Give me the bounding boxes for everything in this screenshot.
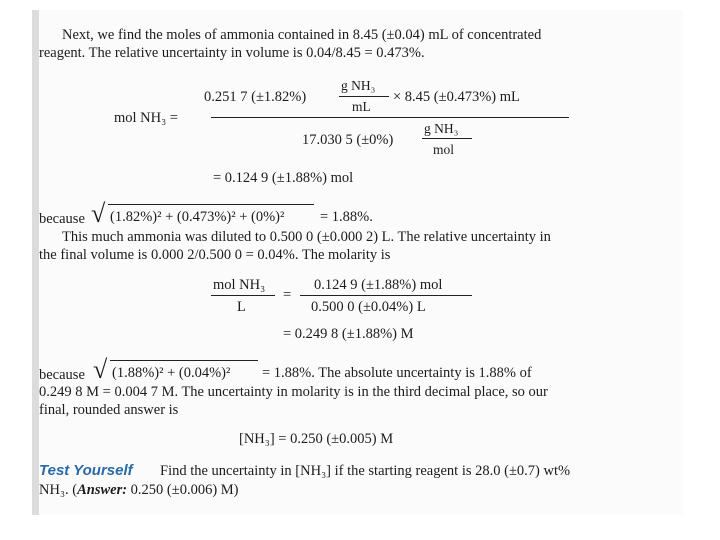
sqrt-overbar-2 xyxy=(110,360,258,361)
eq1-unit-gnh3-den: g NH₃ xyxy=(424,121,459,136)
because2-word: because xyxy=(39,367,85,383)
eq1-result: = 0.124 9 (±1.88%) mol xyxy=(213,170,354,186)
eq1-unit-gnh3: g NH₃ xyxy=(341,78,376,93)
sqrt-symbol-1: √ xyxy=(91,199,106,228)
eq1-lhs: mol NH₃ = xyxy=(114,110,178,126)
sqrt-symbol-2: √ xyxy=(93,355,108,384)
eq1-inner-fraction-bar xyxy=(339,96,389,97)
eq1-num-term1: 0.251 7 (±1.82%) xyxy=(204,89,307,105)
because2-line3: final, rounded answer is xyxy=(39,402,179,418)
eq1-main-fraction-bar xyxy=(211,117,569,118)
because1-radicand: (1.82%)² + (0.473%)² + (0%)² xyxy=(110,209,285,225)
test-yourself-label: Test Yourself xyxy=(39,462,133,479)
test-yourself-line1: Find the uncertainty in [NH₃] if the starting reagent is 28.0 (±0.7) wt% xyxy=(160,463,571,479)
eq1-unit-ml: mL xyxy=(352,99,371,114)
eq2-rhs-den: 0.500 0 (±0.04%) L xyxy=(311,299,426,315)
eq2-rhs-fraction-bar xyxy=(300,295,472,296)
eq2-lhs-fraction-bar xyxy=(211,295,275,296)
because2-line2: 0.249 8 M = 0.004 7 M. The uncertainty in molarity is in the third decimal place, so our xyxy=(39,384,548,400)
eq2-lhs-den: L xyxy=(237,299,246,315)
because2-radicand: (1.88%)² + (0.04%)² xyxy=(112,365,231,381)
answer-value: 0.250 (±0.006) M) xyxy=(127,482,239,498)
answer-label: Answer: xyxy=(77,482,128,498)
para1-line1: Next, we find the moles of ammonia contained in 8.45 (±0.04) mL of concentrated xyxy=(62,27,542,43)
because2-rest: = 1.88%. The absolute uncertainty is 1.88% of xyxy=(262,365,532,381)
eq1-unit-mol: mol xyxy=(433,142,455,157)
because1-word: because xyxy=(39,211,85,227)
para1-line2: reagent. The relative uncertainty in volume is 0.04/8.45 = 0.473%. xyxy=(39,45,425,61)
eq1-num-term2: × 8.45 (±0.473%) mL xyxy=(393,89,520,105)
eq1-den-fraction-bar xyxy=(422,138,472,139)
para2-line2: the final volume is 0.000 2/0.500 0 = 0.04%. The molarity is xyxy=(39,247,391,263)
eq2-result: = 0.249 8 (±1.88%) M xyxy=(283,326,414,342)
eq2-rhs-num: 0.124 9 (±1.88%) mol xyxy=(314,277,443,293)
eq2-equals: = xyxy=(283,287,292,303)
page-edge-shadow xyxy=(32,10,39,515)
test-yourself-line2 xyxy=(39,481,239,499)
because1-result: = 1.88%. xyxy=(320,209,373,225)
final-answer: [NH₃] = 0.250 (±0.005) M xyxy=(239,431,394,447)
para2-line1: This much ammonia was diluted to 0.500 0 (±0.000 2) L. The relative uncertainty in xyxy=(62,229,551,245)
eq1-den-term: 17.030 5 (±0%) xyxy=(302,132,394,148)
sqrt-overbar-1 xyxy=(108,204,314,205)
test-yourself-line2-start: NH₃. ( xyxy=(39,482,78,498)
eq2-lhs-num: mol NH₃ xyxy=(213,277,266,293)
